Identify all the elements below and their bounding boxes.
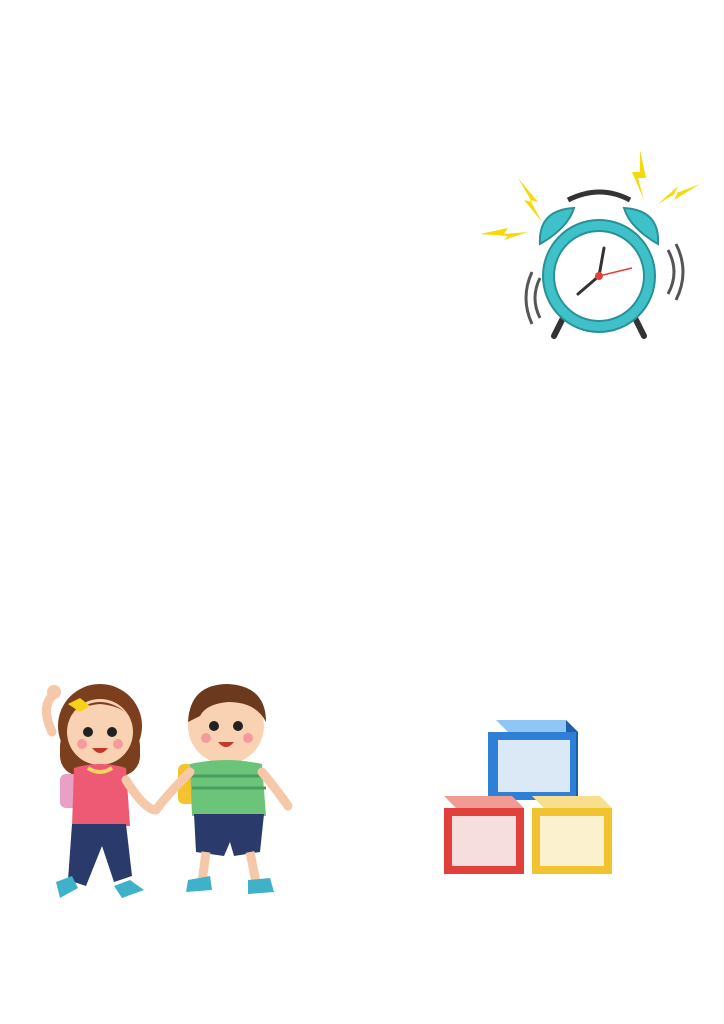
magnet-letters-illustration bbox=[408, 868, 724, 1024]
top-pencils-decoration bbox=[0, 0, 724, 80]
block-c bbox=[488, 720, 578, 800]
alarm-clock-icon bbox=[478, 148, 710, 348]
